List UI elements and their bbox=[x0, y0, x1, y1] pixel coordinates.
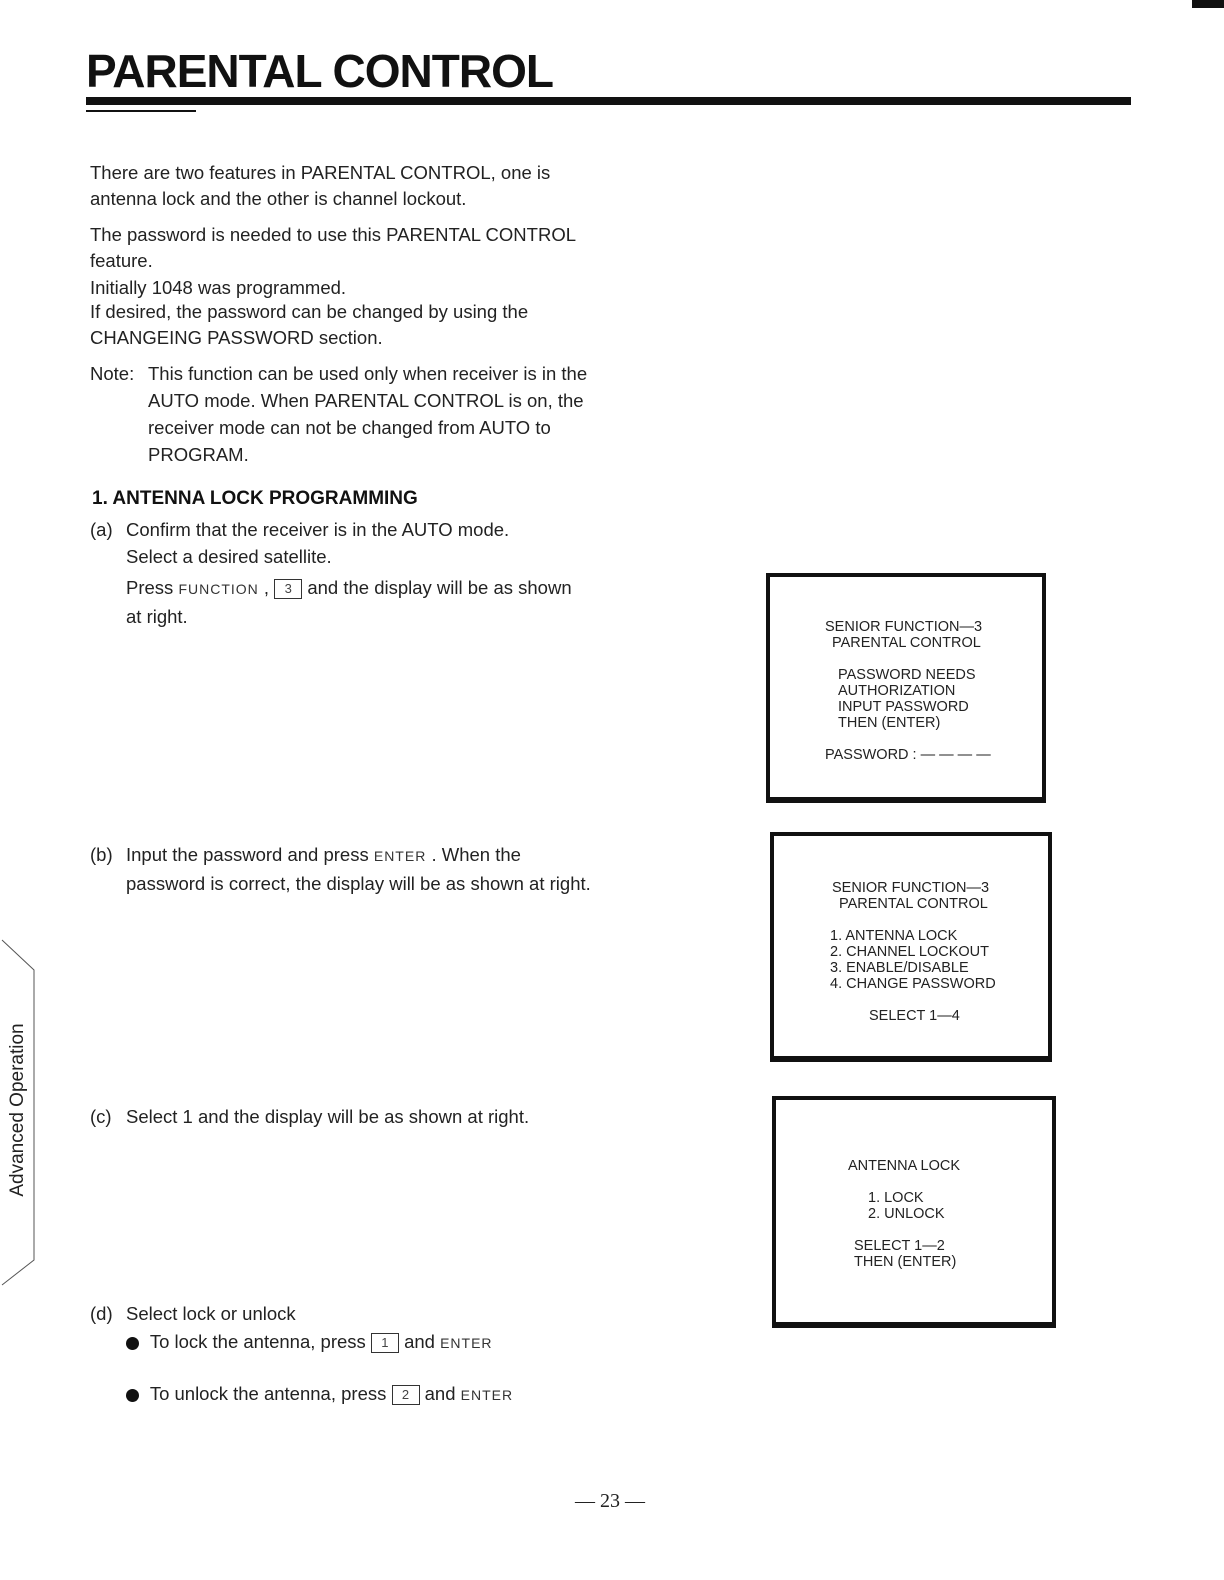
step-content bbox=[126, 516, 591, 630]
display-screen-2 bbox=[770, 832, 1052, 1062]
screen-line: SENIOR FUNCTION—3 bbox=[825, 619, 983, 635]
press-text: Press bbox=[126, 577, 174, 598]
bullet-lock-text: To lock the antenna, press bbox=[149, 1331, 366, 1352]
screen-line: PARENTAL CONTROL bbox=[839, 896, 988, 912]
step-b-post: . When the password is correct, the display will be as shown at right. bbox=[126, 844, 591, 894]
screen-line: PARENTAL CONTROL bbox=[832, 635, 981, 651]
screen-line: 3. ENABLE/DISABLE bbox=[830, 960, 969, 976]
title-rule bbox=[86, 97, 1131, 105]
intro-paragraph-3: Initially 1048 was programmed. bbox=[90, 277, 347, 298]
title-rule-thin bbox=[86, 110, 196, 112]
page-number: — 23 — bbox=[575, 1490, 645, 1512]
screen-line: PASSWORD : — — — — bbox=[825, 747, 991, 763]
side-tab-label: Advanced Operation bbox=[7, 1023, 28, 1197]
step-d-text: Select lock or unlock bbox=[126, 1303, 296, 1324]
enter-key-label: ENTER bbox=[440, 1335, 493, 1351]
number-key-icon: 1 bbox=[371, 1333, 399, 1353]
step-marker: (d) bbox=[90, 1303, 113, 1324]
screen-line: THEN (ENTER) bbox=[854, 1254, 957, 1270]
comma: , bbox=[263, 577, 270, 598]
and-text: and bbox=[404, 1331, 435, 1352]
display-screen-1 bbox=[766, 573, 1046, 803]
screen-line: 4. CHANGE PASSWORD bbox=[830, 976, 996, 992]
screen-line: PASSWORD NEEDS bbox=[838, 667, 976, 683]
screen-line: 1. ANTENNA LOCK bbox=[830, 928, 958, 944]
screen-line: SELECT 1—4 bbox=[869, 1008, 960, 1024]
function-key-label: FUNCTION bbox=[178, 581, 259, 597]
step-c-text: Select 1 and the display will be as shown at right. bbox=[126, 1106, 530, 1127]
screen-line: ANTENNA LOCK bbox=[848, 1158, 960, 1174]
number-key-icon: 2 bbox=[392, 1385, 420, 1405]
note-label: Note: bbox=[90, 363, 135, 384]
screen-line: AUTHORIZATION bbox=[838, 683, 956, 699]
side-tab bbox=[6, 1010, 30, 1210]
step-a-tail: and the display will be as shown at right. bbox=[126, 577, 572, 627]
screen-line: 2. CHANNEL LOCKOUT bbox=[830, 944, 989, 960]
screen-line: 2. UNLOCK bbox=[868, 1206, 945, 1222]
intro-paragraph-4: If desired, the password can be changed by using the CHANGEING PASSWORD section. bbox=[90, 301, 529, 348]
bullet-lock bbox=[126, 1328, 493, 1357]
bullet-unlock bbox=[126, 1380, 513, 1409]
step-marker: (c) bbox=[90, 1106, 112, 1127]
screen-line: THEN (ENTER) bbox=[838, 715, 941, 731]
step-marker: (b) bbox=[90, 844, 113, 865]
page-title: PARENTAL CONTROL bbox=[86, 45, 553, 97]
bullet-icon bbox=[126, 1389, 139, 1402]
section-heading: 1. ANTENNA LOCK PROGRAMMING bbox=[92, 488, 418, 509]
note-text: This function can be used only when receiver is in the AUTO mode. When PARENTAL CONTROL is on, the receiver mode can not be changed from AUTO to PROGRAM. bbox=[148, 363, 588, 465]
screen-line: INPUT PASSWORD bbox=[838, 699, 969, 715]
step-b-pre: Input the password and press bbox=[126, 844, 369, 865]
corner-mark bbox=[1192, 0, 1224, 8]
screen-line: 1. LOCK bbox=[868, 1190, 924, 1206]
intro-paragraph-2: The password is needed to use this PARENTAL CONTROL feature. bbox=[90, 224, 576, 271]
enter-key-label: ENTER bbox=[460, 1387, 514, 1403]
step-content bbox=[126, 841, 591, 897]
display-screen-3 bbox=[772, 1096, 1056, 1328]
step-marker: (a) bbox=[90, 519, 113, 540]
screen-line: SENIOR FUNCTION—3 bbox=[832, 880, 990, 896]
screen-line: SELECT 1—2 bbox=[854, 1238, 945, 1254]
number-key-icon: 3 bbox=[274, 579, 302, 599]
bullet-unlock-text: To unlock the antenna, press bbox=[149, 1383, 387, 1404]
step-a-instruction bbox=[126, 574, 591, 630]
step-a-line-1: Confirm that the receiver is in the AUTO mode. bbox=[126, 519, 510, 540]
and-text: and bbox=[424, 1383, 456, 1404]
bullet-icon bbox=[126, 1337, 139, 1350]
enter-key-label: ENTER bbox=[373, 848, 427, 864]
step-a-line-2: Select a desired satellite. bbox=[126, 546, 332, 567]
intro-paragraph-1: There are two features in PARENTAL CONTROL, one is antenna lock and the other is channel lockout. bbox=[90, 162, 551, 209]
